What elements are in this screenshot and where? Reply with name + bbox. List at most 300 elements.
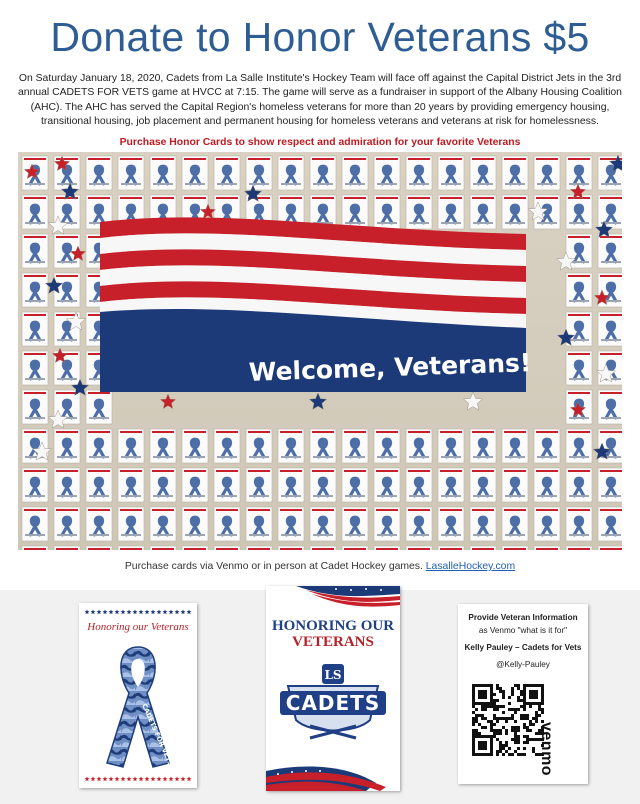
qr-module (523, 717, 526, 720)
card-star-border-bottom (79, 773, 197, 785)
qr-module (484, 708, 487, 711)
qr-module (520, 690, 523, 693)
ribbon-icon (79, 635, 197, 775)
mini-honor-card (278, 429, 304, 463)
event-photo (18, 152, 622, 550)
qr-module (535, 717, 538, 720)
mini-honor-card (502, 546, 528, 550)
qr-module (478, 732, 481, 735)
qr-module (511, 726, 514, 729)
qr-module (499, 747, 502, 750)
qr-module (535, 711, 538, 714)
qr-module (511, 693, 514, 696)
mini-honor-card (310, 507, 336, 541)
mini-honor-card (342, 429, 368, 463)
border-star (121, 776, 126, 781)
qr-module (511, 690, 514, 693)
border-star (151, 776, 156, 781)
qr-module (508, 708, 511, 711)
qr-module (472, 711, 475, 714)
qr-module (508, 717, 511, 720)
mini-honor-card (86, 390, 112, 424)
ribbon-text: CADETS FOR VETS (140, 702, 175, 767)
cadets-card-title-line1: HONORING OUR (271, 618, 395, 634)
qr-module (490, 705, 493, 708)
qr-module (502, 717, 505, 720)
mini-honor-card (374, 195, 400, 229)
mini-honor-card (598, 312, 622, 346)
mini-honor-card (182, 429, 208, 463)
mini-honor-card (54, 468, 80, 502)
qr-module (532, 750, 535, 753)
qr-module (475, 714, 478, 717)
qr-module (517, 708, 520, 711)
border-star (127, 776, 132, 781)
mini-honor-card (502, 195, 528, 229)
mini-honor-card (566, 351, 592, 385)
qr-module (499, 744, 502, 747)
qr-module (511, 729, 514, 732)
mini-honor-card (22, 507, 48, 541)
qr-module (511, 687, 514, 690)
qr-module (472, 720, 475, 723)
qr-module (529, 723, 532, 726)
purchase-caption (0, 561, 640, 572)
qr-module (523, 753, 526, 756)
mini-honor-card (374, 546, 400, 550)
qr-module (481, 717, 484, 720)
qr-module (502, 711, 505, 714)
qr-module (481, 705, 484, 708)
qr-module (523, 741, 526, 744)
qr-module (511, 753, 514, 756)
qr-module (472, 723, 475, 726)
qr-module (472, 729, 475, 732)
intro-paragraph: On Saturday January 18, 2020, Cadets from La Salle Institute's Hockey Team will face off against the Capital District Jets in the 3rd annual CADETS FOR VETS game at HVCC at 7:15. The game will serve as a fundraiser in support of the Albany Housing Coalition (AHC). The AHC has served the Capital Region's homeless veterans for more than 20 years by providing emergency housing, transitional housing, job placement and permanent housing for homeless veterans and veterans at risk for homelessness. (18, 73, 622, 128)
qr-module (493, 705, 496, 708)
cadets-logo (266, 658, 400, 748)
qr-module (499, 741, 502, 744)
qr-module (490, 729, 493, 732)
qr-module (481, 714, 484, 717)
qr-module (532, 717, 535, 720)
qr-module (541, 711, 544, 714)
qr-module (502, 753, 505, 756)
mini-honor-card (566, 195, 592, 229)
mini-honor-card (54, 429, 80, 463)
mini-honor-card (534, 468, 560, 502)
mini-honor-card (406, 156, 432, 190)
mini-honor-card (534, 156, 560, 190)
mini-honor-card (598, 507, 622, 541)
qr-module (523, 723, 526, 726)
qr-module (490, 720, 493, 723)
qr-module (475, 720, 478, 723)
mini-honor-card (374, 429, 400, 463)
qr-module (493, 699, 496, 702)
mini-honor-card (438, 156, 464, 190)
qr-module (520, 717, 523, 720)
qr-module (472, 717, 475, 720)
border-star (91, 776, 96, 781)
qr-module (508, 747, 511, 750)
qr-module (520, 714, 523, 717)
qr-module (475, 732, 478, 735)
border-star (139, 609, 144, 614)
mini-honor-card (214, 546, 240, 550)
lasalle-hockey-link[interactable]: LasalleHockey.com (425, 561, 516, 572)
mini-honor-card (470, 195, 496, 229)
border-star (151, 609, 156, 614)
border-star (121, 609, 126, 614)
border-star (97, 776, 102, 781)
mini-honor-card (598, 234, 622, 268)
qr-module (526, 726, 529, 729)
border-star (181, 776, 186, 781)
qr-module (496, 684, 499, 687)
qr-module (499, 732, 502, 735)
border-star (175, 776, 180, 781)
mini-honor-card (342, 507, 368, 541)
mini-honor-card (502, 507, 528, 541)
qr-module (496, 753, 499, 756)
qr-module (517, 753, 520, 756)
qr-module (511, 708, 514, 711)
qr-module (502, 744, 505, 747)
mini-honor-card (342, 156, 368, 190)
qr-module (511, 717, 514, 720)
qr-module (493, 693, 496, 696)
qr-module (499, 750, 502, 753)
qr-module (520, 705, 523, 708)
border-star (163, 609, 168, 614)
mini-honor-card (598, 546, 622, 550)
mini-honor-card (534, 429, 560, 463)
qr-module (529, 705, 532, 708)
border-star (127, 609, 132, 614)
mini-honor-card (86, 429, 112, 463)
mini-honor-card (278, 156, 304, 190)
qr-module (514, 735, 517, 738)
mini-honor-card (598, 468, 622, 502)
qr-module (520, 699, 523, 702)
mini-honor-card (406, 195, 432, 229)
qr-module (472, 732, 475, 735)
qr-module (499, 729, 502, 732)
qr-module (538, 708, 541, 711)
border-star (181, 609, 186, 614)
qr-module (523, 726, 526, 729)
qr-module (514, 741, 517, 744)
qr-module (496, 699, 499, 702)
qr-module (493, 735, 496, 738)
qr-module (523, 735, 526, 738)
qr-module (511, 738, 514, 741)
border-star (145, 776, 150, 781)
qr-module (529, 738, 532, 741)
mini-honor-card (342, 195, 368, 229)
border-star (109, 609, 114, 614)
mini-honor-card (406, 429, 432, 463)
mini-honor-card (278, 468, 304, 502)
mini-honor-card (214, 468, 240, 502)
qr-module (523, 705, 526, 708)
qr-module (490, 723, 493, 726)
mini-honor-card (118, 468, 144, 502)
mini-honor-card (118, 429, 144, 463)
qr-module (496, 705, 499, 708)
qr-module (517, 729, 520, 732)
qr-module (478, 714, 481, 717)
qr-module (538, 714, 541, 717)
qr-module (472, 705, 475, 708)
qr-module (484, 717, 487, 720)
qr-module (505, 744, 508, 747)
border-star (97, 609, 102, 614)
mini-honor-card (150, 507, 176, 541)
mini-honor-card (470, 156, 496, 190)
qr-module (505, 729, 508, 732)
mini-honor-card (502, 156, 528, 190)
mini-honor-card (438, 195, 464, 229)
mini-honor-card (86, 507, 112, 541)
border-star (157, 776, 162, 781)
venmo-info-card (458, 604, 588, 784)
qr-module (505, 732, 508, 735)
mini-honor-card (278, 546, 304, 550)
mini-honor-card (438, 468, 464, 502)
qr-module (502, 696, 505, 699)
mini-honor-card (310, 468, 336, 502)
qr-module (481, 708, 484, 711)
border-star (187, 609, 192, 614)
mini-honor-card (310, 156, 336, 190)
mini-honor-card (374, 468, 400, 502)
qr-module (508, 702, 511, 705)
mini-honor-card (246, 507, 272, 541)
mini-honor-card (310, 429, 336, 463)
venmo-handle: @Kelly-Pauley (496, 660, 550, 669)
mini-honor-card (246, 156, 272, 190)
banner-text: Welcome, Veterans! (248, 348, 532, 387)
mini-honor-card (566, 546, 592, 550)
qr-module (493, 732, 496, 735)
qr-module (493, 729, 496, 732)
mini-honor-card (118, 546, 144, 550)
border-star (115, 609, 120, 614)
qr-module (517, 696, 520, 699)
qr-module (526, 738, 529, 741)
mini-honor-card (598, 390, 622, 424)
mini-honor-card (214, 507, 240, 541)
mini-honor-card (278, 507, 304, 541)
qr-module (517, 747, 520, 750)
qr-module (493, 708, 496, 711)
qr-module (523, 708, 526, 711)
cadets-monogram: LS (324, 668, 342, 682)
mini-honor-card (182, 468, 208, 502)
mini-honor-card (566, 507, 592, 541)
caption-text: Purchase cards via Venmo or in person at Cadet Hockey games. (124, 561, 423, 572)
card-star-border-top (79, 606, 197, 618)
qr-module (496, 738, 499, 741)
qr-module (508, 696, 511, 699)
qr-module (514, 726, 517, 729)
border-star (157, 609, 162, 614)
mini-honor-card (150, 156, 176, 190)
flag-banner (100, 217, 532, 392)
qr-module (526, 735, 529, 738)
mini-honor-card (374, 156, 400, 190)
mini-honor-card (310, 546, 336, 550)
flag-swoosh-bottom (266, 757, 400, 791)
mini-honor-card (22, 195, 48, 229)
qr-module (514, 684, 517, 687)
mini-honor-card (566, 468, 592, 502)
qr-module (508, 753, 511, 756)
mini-honor-card (22, 546, 48, 550)
border-star (85, 609, 90, 614)
qr-module (520, 693, 523, 696)
qr-module (523, 714, 526, 717)
mini-honor-card (118, 156, 144, 190)
qr-module (541, 708, 544, 711)
mini-honor-card (406, 468, 432, 502)
qr-module (532, 747, 535, 750)
mini-honor-card (22, 468, 48, 502)
qr-module (505, 741, 508, 744)
qr-module (535, 714, 538, 717)
mini-honor-card (246, 468, 272, 502)
qr-module (496, 708, 499, 711)
border-star (109, 776, 114, 781)
mini-honor-card (22, 351, 48, 385)
qr-module (496, 687, 499, 690)
mini-honor-card (566, 156, 592, 190)
cadets-card-title-line2: VETERANS (292, 634, 374, 650)
qr-module (496, 720, 499, 723)
qr-module (502, 705, 505, 708)
border-star (103, 776, 108, 781)
qr-module (517, 699, 520, 702)
mini-honor-card (22, 312, 48, 346)
mini-honor-card (342, 546, 368, 550)
qr-module (484, 726, 487, 729)
qr-module (502, 693, 505, 696)
qr-module (493, 717, 496, 720)
mini-honor-card (438, 507, 464, 541)
qr-module (502, 726, 505, 729)
qr-module (514, 708, 517, 711)
mini-honor-card (246, 429, 272, 463)
mini-honor-card (86, 156, 112, 190)
honor-cards-subhead: Purchase Honor Cards to show respect and admiration for your favorite Veterans (119, 137, 521, 148)
mini-honor-card (502, 468, 528, 502)
qr-module (499, 690, 502, 693)
mini-honor-card (22, 273, 48, 307)
qr-module (496, 732, 499, 735)
qr-module (514, 720, 517, 723)
mini-honor-card (118, 507, 144, 541)
qr-module (475, 729, 478, 732)
border-star (187, 776, 192, 781)
mini-honor-card (566, 429, 592, 463)
mini-honor-card (502, 429, 528, 463)
qr-module (529, 720, 532, 723)
venmo-line-3: Kelly Pauley – Cadets for Vets (464, 643, 582, 652)
border-star (103, 609, 108, 614)
qr-module (478, 723, 481, 726)
qr-module (532, 723, 535, 726)
qr-module (496, 717, 499, 720)
qr-module (517, 735, 520, 738)
qr-module (496, 750, 499, 753)
mini-honor-card (182, 507, 208, 541)
mini-honor-card (54, 546, 80, 550)
qr-module (520, 753, 523, 756)
qr-module (532, 738, 535, 741)
mini-honor-card (214, 156, 240, 190)
mini-honor-card (406, 546, 432, 550)
wall-of-honor-cards-image (18, 152, 622, 550)
border-star (133, 776, 138, 781)
qr-module (517, 726, 520, 729)
honoring-veterans-card (79, 603, 197, 788)
border-star (85, 776, 90, 781)
mini-honor-card (54, 507, 80, 541)
qr-module (517, 741, 520, 744)
qr-module (505, 717, 508, 720)
qr-module (499, 717, 502, 720)
border-star (175, 609, 180, 614)
venmo-qr-code (472, 684, 544, 756)
qr-module (511, 714, 514, 717)
border-star (169, 776, 174, 781)
mini-honor-card (470, 507, 496, 541)
mini-honor-card (22, 234, 48, 268)
venmo-line-1: Provide Veteran Information (468, 613, 578, 622)
cadets-card-title (266, 618, 400, 650)
mini-honor-card (214, 429, 240, 463)
qr-module (475, 708, 478, 711)
qr-module (514, 711, 517, 714)
qr-module (517, 738, 520, 741)
mini-honor-card (566, 273, 592, 307)
mini-honor-card (150, 546, 176, 550)
qr-module (514, 750, 517, 753)
qr-module (481, 726, 484, 729)
cadets-honor-card (266, 586, 400, 791)
qr-module (499, 705, 502, 708)
qr-module (487, 720, 490, 723)
border-star (169, 609, 174, 614)
mini-honor-card (534, 507, 560, 541)
mini-honor-card (438, 546, 464, 550)
qr-module (517, 687, 520, 690)
venmo-line-2: as Venmo "what is it for" (478, 626, 568, 635)
honoring-card-title: Honoring our Veterans (87, 621, 189, 633)
qr-module (490, 726, 493, 729)
qr-module (514, 732, 517, 735)
qr-module (493, 702, 496, 705)
mini-honor-card (598, 195, 622, 229)
qr-module (484, 705, 487, 708)
qr-module (526, 729, 529, 732)
border-star (163, 776, 168, 781)
qr-module (523, 747, 526, 750)
qr-module (526, 717, 529, 720)
border-star (145, 609, 150, 614)
